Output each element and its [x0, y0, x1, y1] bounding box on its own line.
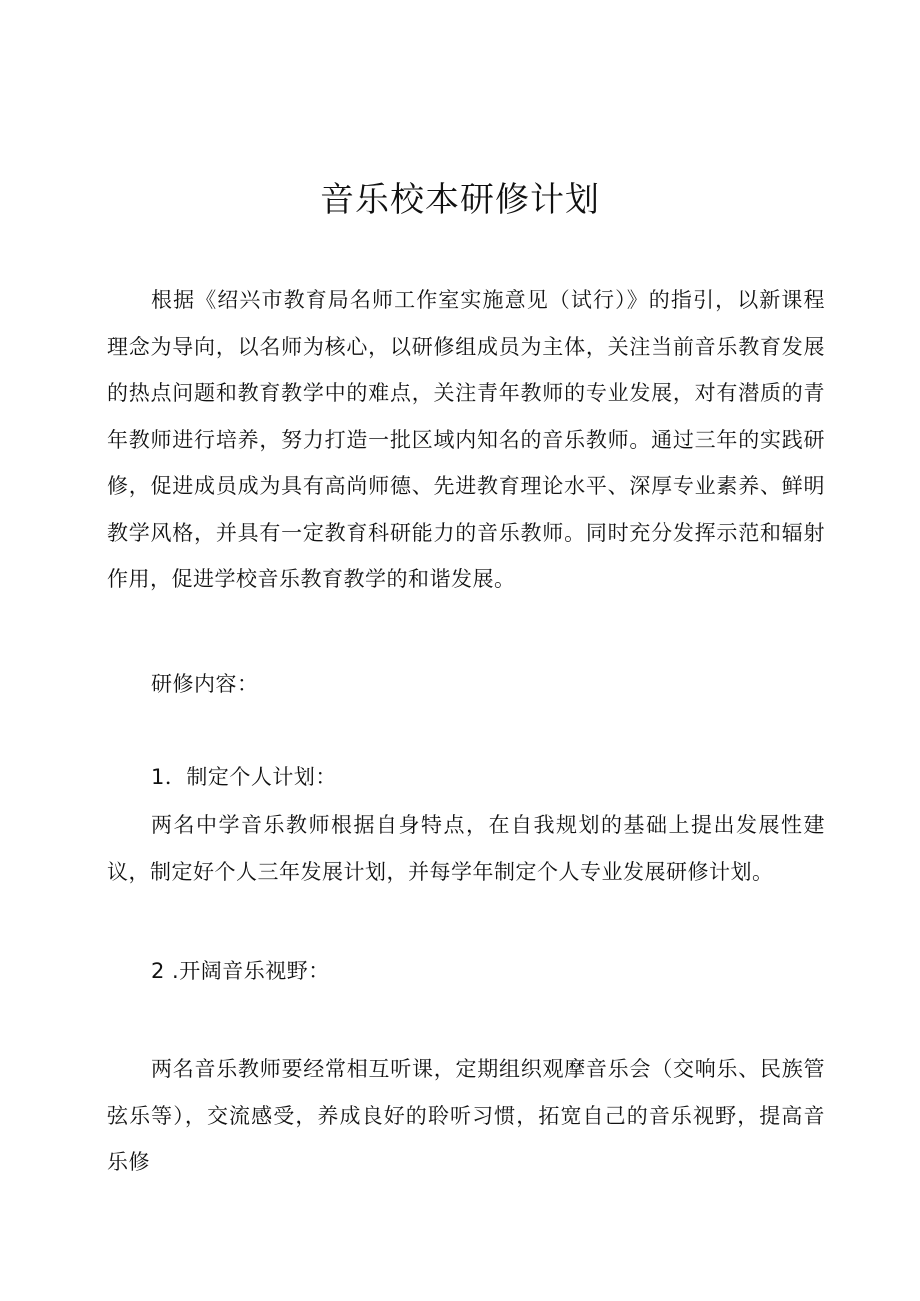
item-body: 两名音乐教师要经常相互听课，定期组织观摩音乐会（交响乐、民族管弦乐等），交流感受，养成良好的聆听习惯，拓宽自己的音乐视野，提高音乐修	[107, 1057, 825, 1174]
item-heading: 2 .开阔音乐视野：	[151, 959, 330, 983]
document-title: 音乐校本研修计划	[320, 180, 600, 220]
section-heading: 研修内容：	[151, 672, 259, 696]
item-heading: 1．制定个人计划：	[151, 765, 337, 789]
intro-paragraph: 根据《绍兴市教育局名师工作室实施意见（试行）》的指引，以新课程理念为导向，以名师为核心，以研修组成员为主体，关注当前音乐教育发展的热点问题和教育教学中的难点，关注青年教师的专业发展，对有潜质的青年教师进行培养，努力打造一批区域内知名的音乐教师。通过三年的实践研修，促进成员成为具有高尚师德、先进教育理论水平、深厚专业素养、鲜明教学风格，并具有一定教育科研能力的音乐教师。同时充分发挥示范和辐射作用，促进学校音乐教育教学的和谐发展。	[107, 288, 825, 591]
item-body: 两名中学音乐教师根据自身特点，在自我规划的基础上提出发展性建议，制定好个人三年发展计划，并每学年制定个人专业发展研修计划。	[107, 813, 825, 884]
